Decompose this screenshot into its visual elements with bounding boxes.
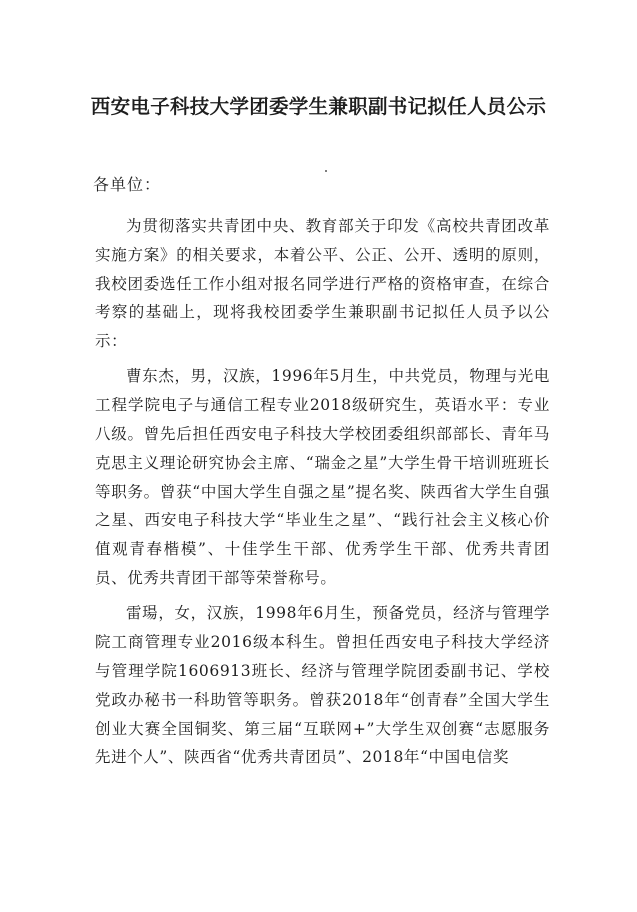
paragraph-intro: 为贯彻落实共青团中央、教育部关于印发《高校共青团改革实施方案》的相关要求，本着公平、公正、公开、透明的原则，我校团委选任工作小组对报名同学进行严格的资格审查，在综合考察的基础上，现将我校团委学生兼职副书记拟任人员予以公示： [95,217,550,351]
scan-speck [325,170,327,172]
document-title: 西安电子科技大学团委学生兼职副书记拟任人员公示 [90,95,547,118]
document-body [95,212,550,772]
paragraph-candidate-cao-dongjie: 曹东杰，男，汉族，1996年5月生，中共党员，物理与光电工程学院电子与通信工程专业2018级研究生，英语水平：专业八级。曾先后担任西安电子科技大学校团委组织部部长、青年马克思主义理论研究协会主席、“瑞金之星”大学生骨干培训班班长等职务。曾获“中国大学生自强之星”提名奖、陕西省大学生自强之星、西安电子科技大学“毕业生之星”、“践行社会主义核心价值观青春楷模”、十佳学生干部、优秀学生干部、优秀共青团员、优秀共青团干部等荣誉称号。 [95,367,550,588]
salutation: 各单位： [93,175,162,194]
paragraph-candidate-lei-yang: 雷瑒，女，汉族，1998年6月生，预备党员，经济与管理学院工商管理专业2016级本科生。曾担任西安电子科技大学经济与管理学院1606913班长、经济与管理学院团委副书记、学校党政办秘书一科助管等职务。曾获2018年“创青春”全国大学生创业大赛全国铜奖、第三届“互联网+”大学生双创赛“志愿服务先进个人”、陕西省“优秀共青团员”、2018年“中国电信奖 [95,604,550,767]
